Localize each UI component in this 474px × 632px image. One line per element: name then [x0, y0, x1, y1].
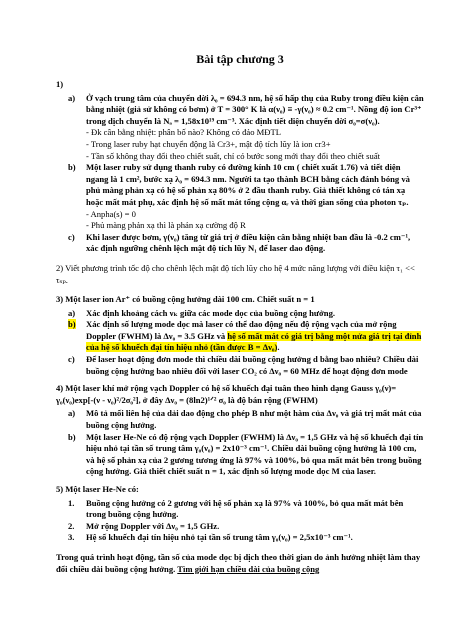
- item-label: b): [68, 431, 76, 442]
- note-line: - Tần số không thay đổi theo chiết suất, chỉ có bước song mới thay đổi theo chiết suất: [86, 150, 381, 161]
- section-3: [56, 294, 424, 377]
- item-label: c): [68, 231, 75, 242]
- item-text: [86, 319, 424, 354]
- item-label: a): [68, 92, 76, 103]
- item-label: c): [68, 354, 75, 365]
- section-1: [56, 79, 424, 255]
- page-title: Bài tập chương 3: [196, 52, 284, 66]
- item-4b: [56, 432, 424, 478]
- highlighted-label: b): [68, 319, 76, 330]
- final-text: Trong quá trình hoạt động, tần số của mode dọc bị dịch theo thời gian do ảnh hưởng nhiệt làm thay đổi chiều dài buồng cộng hưởng.: [56, 551, 421, 574]
- item-label: 3.: [68, 532, 75, 543]
- item-3c: [56, 354, 424, 377]
- item-3b: [56, 319, 424, 354]
- item-5-2: [56, 521, 424, 533]
- section-number: 3) Một laser ion Ar⁺ có buồng cộng hưởng dài 100 cm. Chiết suất n = 1: [56, 294, 315, 305]
- item-1a: [56, 93, 424, 128]
- final-paragraph: [56, 552, 424, 575]
- section-4: [56, 383, 424, 478]
- item-text: Xác định khoảng cách νₖ giữa các mode dọc của buồng cộng hưởng.: [86, 307, 336, 318]
- item-label: 2.: [68, 520, 75, 531]
- item-text: Mở rộng Doppler với Δν₀ = 1,5 GHz.: [86, 520, 220, 531]
- note-line: - Phủ màng phản xạ thì là phản xạ cường độ R: [86, 220, 246, 231]
- item-5-3: [56, 532, 424, 544]
- item-1c: [56, 232, 424, 255]
- item-text-end: .: [277, 342, 280, 353]
- item-5-1: [56, 498, 424, 521]
- item-1b: [56, 162, 424, 208]
- section-2: 2) Viết phương trình tốc độ cho chênh lệch mật độ tích lũy cho hệ 4 mức năng lượng với điều kiện τ₁ << τₛₚ.: [56, 262, 415, 285]
- section-number: 1): [56, 79, 64, 89]
- item-4a: [56, 408, 424, 431]
- item-text: Một laser He-Ne có độ rộng vạch Doppler (FWHM) là Δν₀ = 1,5 GHz và hệ số khuếch đại tín hiệu nhỏ tại tần số trung tâm γ₀(ν₀) = 2x10⁻³ cm⁻¹. Chiều dài buồng cộng hưởng là 100 cm, và hệ số phản xạ của 2 gương tương ứng là 97% và 100%, bỏ qua mất mát bên trong buồng cộng hưởng. Giả thiết chiết suất n = 1, xác định số lượng mode dọc M của laser.: [86, 431, 424, 477]
- item-text: Hệ số khuếch đại tín hiệu nhỏ tại tần số trung tâm γ₀(ν₀) = 2,5x10⁻³ cm⁻¹.: [86, 532, 353, 543]
- item-label: 1.: [68, 497, 75, 508]
- item-text: Một laser ruby sử dụng thanh ruby có đường kính 10 cm ( chiết xuất 1.76) và tiết diện ngang là 1 cm², bước xạ λ₀ = 694.3 nm. Người ta tạo thành BCH bằng cách đánh bóng và phủ màng phản xạ có hệ số phản xạ 80% ở 2 đầu thanh ruby. Giả thiết không có tán xạ hoặc mất mát phụ, xác định hệ số mất mát tổng cộng αᵣ và thời gian sống của photon τₚ.: [86, 162, 410, 207]
- item-text: Ở vạch trung tâm của chuyển dời λ₀ = 694.3 nm, hệ số hấp thụ của Ruby trong điều kiện cân bằng nhiệt (giả sử không có bơm) ở T = 300° K là α(ν₀) ≡ -γ(ν₀) ≈ 0.2 cm⁻¹. Nồng độ ion Cr³⁺ trong dịch chuyển là Nₐ = 1,58x10¹⁹ cm⁻³. Xác định tiết diện chuyển dời σ₀=σ(ν₀).: [86, 92, 424, 126]
- item-label: [56, 319, 86, 354]
- item-text: Buồng cộng hưởng có 2 gương với hệ số phản xạ là 97% và 100%, bỏ qua mất mát bên trong buồng cộng hưởng.: [86, 497, 404, 520]
- highlighted-text: hệ số mất mát có giá trị bằng một nửa giá trị tại đỉnh của hệ số khuếch đại tín hiệu nhỏ (tần được B = Δν₀): [86, 330, 422, 353]
- item-text: Mô tả mối liên hệ của dải dao động cho phép B như một hàm của Δν₀ và giá trị mất mát của buồng cộng hưởng.: [86, 408, 422, 431]
- section-number: 4) Một laser khí mở rộng vạch Doppler có hệ số khuếch đại tuân theo hình dạng Gauss γ₀(ν)= γ₀(ν₀)exp[-(ν - ν₀)²/2σ₀²], ở đây Δν₀ = (8ln2)¹ᐟ² σ₀ là độ bán rộng (FWHM): [56, 383, 397, 405]
- item-text: Khi laser được bơm, γ(ν₀) tăng từ giá trị ở điều kiện cân bằng nhiệt ban đầu là -0.2 cm⁻¹, xác định ngưỡng chênh lệch mật độ tích lũy N₁ để laser dao động.: [86, 231, 411, 254]
- item-label: a): [68, 307, 76, 318]
- item-3a: [56, 308, 424, 320]
- item-label: a): [68, 408, 76, 419]
- item-text: Để laser hoạt động đơn mode thì chiều dài buồng cộng hưởng d bằng bao nhiêu? Chiều dài buồng cộng hưởng bao nhiêu đối với laser CO₂ có Δν₀ = 60 MHz để hoạt động đơn mode: [86, 354, 419, 376]
- item-text-start: Xác định số lượng mode dọc mà laser có thể dao động nếu độ rộng vạch của mở rộng Doppler (FWHM) là Δν₀ = 3.5 GHz và: [86, 319, 397, 341]
- underlined-text: Tìm giới hạn chiều dài của buồng cộng: [177, 563, 320, 574]
- item-label: b): [68, 162, 76, 173]
- note-line: - Anpha(s) = 0: [86, 208, 136, 219]
- note-line: - Đk cân bằng nhiệt: phân bố nào? Không có đảo MĐTL: [86, 127, 281, 138]
- note-line: - Trong laser ruby hạt chuyển động là Cr3+, mật độ tích lũy là ion cr3+: [86, 138, 331, 149]
- section-5: [56, 484, 424, 544]
- section-number: 5) Một laser He-Ne có:: [56, 484, 139, 494]
